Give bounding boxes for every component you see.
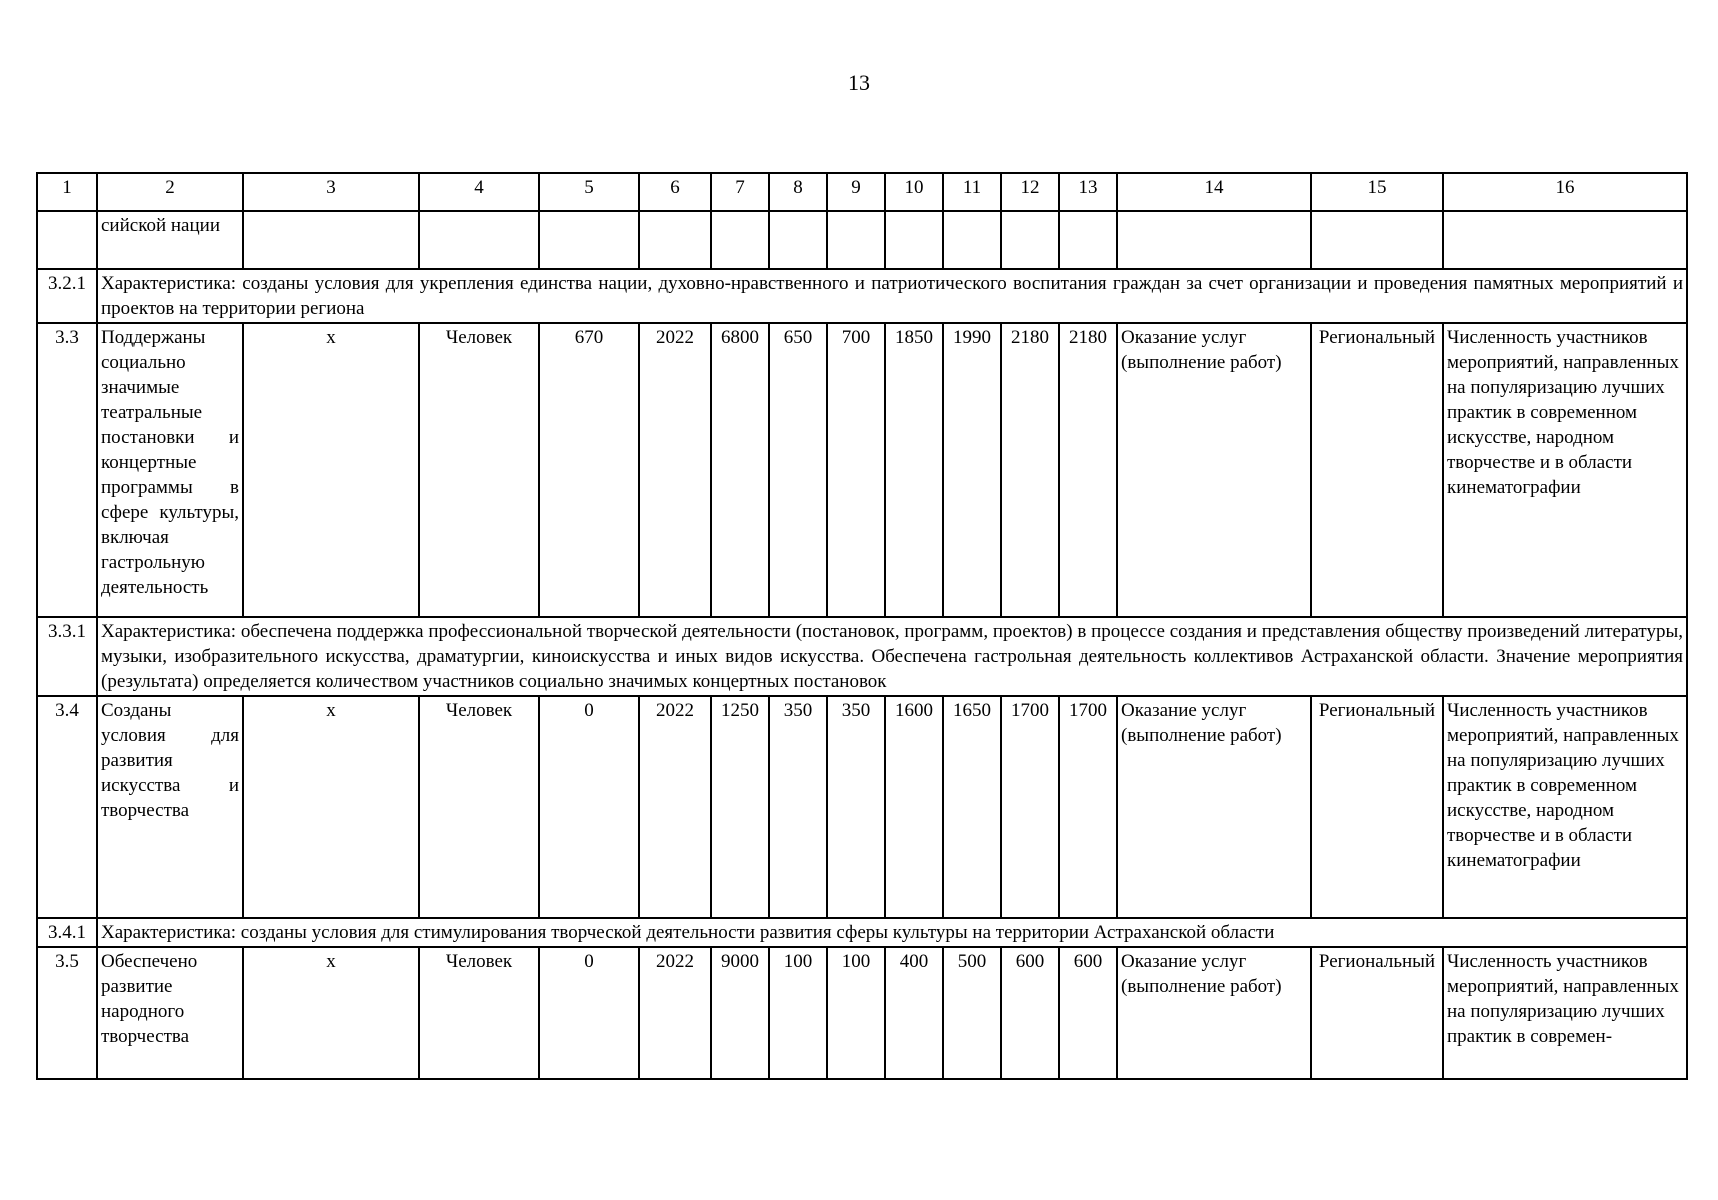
unit-value: Человек (419, 323, 539, 617)
col3-value: х (243, 947, 419, 1079)
header-cell: 12 (1001, 173, 1059, 211)
header-cell: 14 (1117, 173, 1311, 211)
page-number: 13 (848, 70, 870, 95)
value-col9: 350 (827, 696, 885, 918)
value-col8: 650 (769, 323, 827, 617)
continuation-row (37, 211, 1687, 269)
header-cell: 16 (1443, 173, 1687, 211)
results-table (36, 172, 1688, 1080)
header-cell: 5 (539, 173, 639, 211)
result-type: Оказание услуг (выполнение работ) (1117, 947, 1311, 1079)
value-col10: 1600 (885, 696, 943, 918)
header-cell: 10 (885, 173, 943, 211)
value-col10: 400 (885, 947, 943, 1079)
characteristic-code: 3.3.1 (37, 617, 97, 696)
result-name-cell: сийской нации (97, 211, 243, 269)
linked-indicator: Численность участников мероприятий, направленных на популяризацию лучших практик в современном искусстве, народном творчестве и в области кинематографии (1443, 696, 1687, 918)
unit-value: Человек (419, 696, 539, 918)
unit-value: Человек (419, 947, 539, 1079)
result-level: Региональный (1311, 696, 1443, 918)
header-cell: 4 (419, 173, 539, 211)
characteristic-text: Характеристика: обеспечена поддержка профессиональной творческой деятельности (постановок, программ, проектов) в процессе создания и представления обществу произведений литературы, музыки, изобразительного искусства, драматургии, киноискусства и иных видов искусства. Обеспечена гастрольная деятельность коллективов Астраханской области. Значение мероприятия (результата) определяется количеством участников социально значимых концертных постановок (97, 617, 1687, 696)
value-col8: 100 (769, 947, 827, 1079)
col3-value: х (243, 696, 419, 918)
header-cell: 15 (1311, 173, 1443, 211)
linked-indicator: Численность участников мероприятий, направленных на популяризацию лучших практик в современ- (1443, 947, 1687, 1079)
result-row (37, 323, 1687, 617)
base-year: 2022 (639, 696, 711, 918)
value-col10: 1850 (885, 323, 943, 617)
value-col9: 700 (827, 323, 885, 617)
characteristic-row (37, 617, 1687, 696)
header-cell: 11 (943, 173, 1001, 211)
result-name: Поддержаны социально значимые театральные постановки и концертные программы в сфере культуры, включая гастрольную деятельность (97, 323, 243, 617)
header-cell: 2 (97, 173, 243, 211)
characteristic-text: Характеристика: созданы условия для укрепления единства нации, духовно-нравственного и патриотического воспитания граждан за счет организации и проведения памятных мероприятий и проектов на территории региона (97, 269, 1687, 323)
header-cell: 13 (1059, 173, 1117, 211)
value-col11: 1990 (943, 323, 1001, 617)
value-col13: 1700 (1059, 696, 1117, 918)
value-col7: 1250 (711, 696, 769, 918)
base-year: 2022 (639, 323, 711, 617)
characteristic-text: Характеристика: созданы условия для стимулирования творческой деятельности развития сферы культуры на территории Астраханской области (97, 918, 1687, 947)
value-col12: 2180 (1001, 323, 1059, 617)
result-row (37, 947, 1687, 1079)
value-col13: 600 (1059, 947, 1117, 1079)
characteristic-code: 3.4.1 (37, 918, 97, 947)
value-col9: 100 (827, 947, 885, 1079)
header-cell: 1 (37, 173, 97, 211)
result-level: Региональный (1311, 323, 1443, 617)
base-value: 670 (539, 323, 639, 617)
result-code: 3.4 (37, 696, 97, 918)
value-col7: 6800 (711, 323, 769, 617)
value-col11: 1650 (943, 696, 1001, 918)
value-col12: 600 (1001, 947, 1059, 1079)
header-cell: 3 (243, 173, 419, 211)
characteristic-row (37, 918, 1687, 947)
header-cell: 7 (711, 173, 769, 211)
result-name: Созданы условия для развития искусства и творчества (97, 696, 243, 918)
result-code: 3.3 (37, 323, 97, 617)
linked-indicator: Численность участников мероприятий, направленных на популяризацию лучших практик в современном искусстве, народном творчестве и в области кинематографии (1443, 323, 1687, 617)
result-type: Оказание услуг (выполнение работ) (1117, 323, 1311, 617)
header-cell: 9 (827, 173, 885, 211)
characteristic-code: 3.2.1 (37, 269, 97, 323)
base-value: 0 (539, 696, 639, 918)
value-col8: 350 (769, 696, 827, 918)
result-code: 3.5 (37, 947, 97, 1079)
header-cell: 8 (769, 173, 827, 211)
col3-value: х (243, 323, 419, 617)
value-col11: 500 (943, 947, 1001, 1079)
column-number-row (37, 173, 1687, 211)
result-name: Обеспечено развитие народного творчества (97, 947, 243, 1079)
value-col7: 9000 (711, 947, 769, 1079)
base-value: 0 (539, 947, 639, 1079)
value-col12: 1700 (1001, 696, 1059, 918)
value-col13: 2180 (1059, 323, 1117, 617)
header-cell: 6 (639, 173, 711, 211)
result-level: Региональный (1311, 947, 1443, 1079)
result-type: Оказание услуг (выполнение работ) (1117, 696, 1311, 918)
characteristic-row (37, 269, 1687, 323)
result-row (37, 696, 1687, 918)
base-year: 2022 (639, 947, 711, 1079)
